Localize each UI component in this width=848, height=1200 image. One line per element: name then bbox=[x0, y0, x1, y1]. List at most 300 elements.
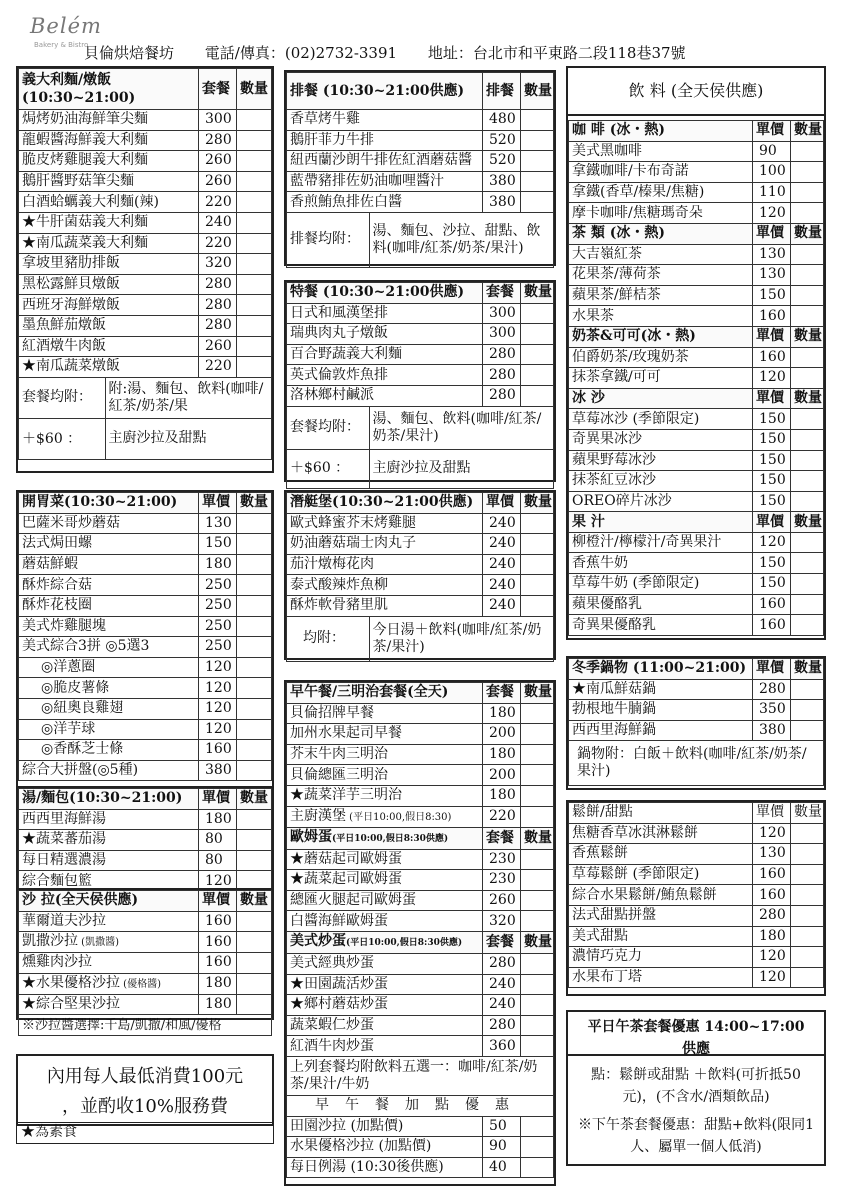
menu-row bbox=[19, 336, 272, 357]
menu-row bbox=[19, 554, 272, 575]
item-name: 水果布丁塔 bbox=[569, 967, 753, 988]
item-name: ★南瓜蔬菜燉飯 bbox=[19, 357, 199, 378]
item-price: 80 bbox=[199, 850, 237, 871]
item-name: 美式炸雞腿塊 bbox=[19, 616, 199, 637]
item-name: 蘋果優酪乳 bbox=[569, 594, 753, 615]
menu-row bbox=[19, 357, 272, 378]
subsection-title: 茶 類 (冰・熱) bbox=[569, 223, 753, 244]
menu-row bbox=[569, 553, 824, 574]
qty-cell[interactable] bbox=[521, 192, 554, 213]
qty-cell[interactable] bbox=[521, 806, 554, 827]
qty-cell[interactable] bbox=[521, 513, 554, 534]
col-qty: 數量 bbox=[521, 283, 554, 304]
plus-label: ＋$60 ： bbox=[19, 418, 105, 459]
qty-cell[interactable] bbox=[791, 203, 824, 224]
qty-cell[interactable] bbox=[521, 849, 554, 870]
qty-cell[interactable] bbox=[791, 823, 824, 844]
qty-cell[interactable] bbox=[521, 534, 554, 555]
item-price: 280 bbox=[199, 295, 237, 316]
item-name: 紐西蘭沙朗牛排佐紅酒蘑菇醬 bbox=[287, 151, 483, 172]
item-price: 90 bbox=[753, 141, 791, 162]
menu-row bbox=[287, 1157, 554, 1178]
menu-row bbox=[287, 1015, 554, 1036]
menu-row bbox=[287, 849, 554, 870]
qty-cell[interactable] bbox=[791, 720, 824, 741]
menu-row bbox=[287, 534, 554, 555]
menu-row bbox=[19, 575, 272, 596]
item-price: 240 bbox=[199, 212, 237, 233]
qty-cell[interactable] bbox=[521, 365, 554, 386]
qty-cell[interactable] bbox=[791, 285, 824, 306]
qty-cell[interactable] bbox=[237, 357, 272, 378]
qty-cell[interactable] bbox=[237, 534, 272, 555]
qty-cell[interactable] bbox=[237, 554, 272, 575]
item-price: 380 bbox=[483, 171, 521, 192]
qty-cell[interactable] bbox=[521, 110, 554, 131]
menu-row bbox=[287, 870, 554, 891]
col-price: 排餐 bbox=[483, 73, 521, 110]
set-desc: 湯、麵包、飲料(咖啡/紅茶/奶茶/果汁) bbox=[372, 410, 542, 444]
item-price: 240 bbox=[483, 575, 521, 596]
qty-cell[interactable] bbox=[237, 513, 272, 534]
item-price: 150 bbox=[753, 491, 791, 512]
item-price: 160 bbox=[199, 911, 237, 932]
qty-cell[interactable] bbox=[521, 890, 554, 911]
qty-cell[interactable] bbox=[237, 315, 272, 336]
menu-row bbox=[569, 285, 824, 306]
qty-cell[interactable] bbox=[237, 740, 272, 761]
qty-cell[interactable] bbox=[237, 130, 272, 151]
drink-note: 上列套餐均附飲料五選一：咖啡/紅茶/奶茶/果汁/牛奶 bbox=[287, 1056, 554, 1095]
item-name: ★田園蔬活炒蛋 bbox=[287, 974, 483, 995]
item-price: 160 bbox=[753, 347, 791, 368]
set-label: 均附： bbox=[287, 617, 369, 661]
qty-cell[interactable] bbox=[237, 719, 272, 740]
qty-cell[interactable] bbox=[791, 141, 824, 162]
menu-row bbox=[19, 513, 272, 534]
set-label: 套餐均附： bbox=[19, 378, 105, 419]
col-qty: 數量 bbox=[791, 326, 824, 347]
item-name: ★水果優格沙拉 (優格醬) bbox=[19, 973, 199, 994]
item-price: 160 bbox=[753, 885, 791, 906]
qty-cell[interactable] bbox=[237, 171, 272, 192]
subsection-header bbox=[569, 223, 824, 244]
qty-cell[interactable] bbox=[521, 870, 554, 891]
col-qty: 數量 bbox=[791, 121, 824, 142]
col-qty: 數量 bbox=[791, 659, 824, 680]
item-name: ◎香酥芝士條 bbox=[19, 740, 199, 761]
item-price: 240 bbox=[483, 534, 521, 555]
qty-cell[interactable] bbox=[791, 450, 824, 471]
menu-row bbox=[19, 953, 272, 974]
menu-row bbox=[19, 657, 272, 678]
drinks-title: 飲 料 (全天侯供應) bbox=[568, 68, 824, 116]
qty-cell[interactable] bbox=[791, 471, 824, 492]
qty-cell[interactable] bbox=[791, 162, 824, 183]
qty-cell[interactable] bbox=[237, 233, 272, 254]
menu-row bbox=[287, 785, 554, 806]
logo: Belém bbox=[30, 14, 102, 38]
qty-cell[interactable] bbox=[791, 615, 824, 636]
qty-cell[interactable] bbox=[237, 575, 272, 596]
item-name: 酥炸綜合菇 bbox=[19, 575, 199, 596]
qty-cell[interactable] bbox=[521, 785, 554, 806]
item-name: 摩卡咖啡/焦糖瑪奇朵 bbox=[569, 203, 753, 224]
menu-row bbox=[569, 471, 824, 492]
restaurant-name: 貝倫烘焙餐坊 bbox=[84, 44, 175, 62]
menu-row bbox=[287, 1137, 554, 1158]
menu-row bbox=[569, 947, 824, 968]
item-name: 奶油蘑菇瑞士肉丸子 bbox=[287, 534, 483, 555]
scramble-title: 美式炒蛋(平日10:00,假日8:30供應) bbox=[287, 931, 483, 953]
qty-cell[interactable] bbox=[237, 678, 272, 699]
menu-row bbox=[569, 491, 824, 512]
item-name: 英式倫敦炸魚排 bbox=[287, 365, 483, 386]
qty-cell[interactable] bbox=[791, 368, 824, 389]
qty-cell[interactable] bbox=[237, 151, 272, 172]
menu-row bbox=[287, 703, 554, 724]
menu-row bbox=[19, 760, 272, 781]
item-name: 總匯火腿起司歐姆蛋 bbox=[287, 890, 483, 911]
set-label: 排餐均附： bbox=[287, 213, 369, 267]
item-name: 抹茶紅豆冰沙 bbox=[569, 471, 753, 492]
item-price: 320 bbox=[483, 911, 521, 932]
menu-row bbox=[569, 244, 824, 265]
qty-cell[interactable] bbox=[791, 244, 824, 265]
qty-cell[interactable] bbox=[237, 760, 272, 781]
qty-cell[interactable] bbox=[237, 830, 272, 851]
subsection-title: 冰 沙 bbox=[569, 388, 753, 409]
col-price: 套餐 bbox=[483, 931, 521, 953]
menu-row bbox=[19, 698, 272, 719]
item-price: 230 bbox=[483, 849, 521, 870]
qty-cell[interactable] bbox=[237, 994, 272, 1015]
salad-title: 沙 拉(全天侯供應) bbox=[19, 891, 199, 912]
qty-cell[interactable] bbox=[521, 171, 554, 192]
qty-cell[interactable] bbox=[521, 554, 554, 575]
menu-row bbox=[569, 203, 824, 224]
col-price: 單價 bbox=[753, 223, 791, 244]
item-name: 白醬海鮮歐姆蛋 bbox=[287, 911, 483, 932]
item-price: 350 bbox=[753, 700, 791, 721]
qty-cell[interactable] bbox=[791, 905, 824, 926]
item-price: 130 bbox=[753, 244, 791, 265]
qty-cell[interactable] bbox=[521, 911, 554, 932]
item-price: 150 bbox=[753, 285, 791, 306]
qty-cell[interactable] bbox=[791, 182, 824, 203]
qty-cell[interactable] bbox=[237, 953, 272, 974]
qty-cell[interactable] bbox=[521, 953, 554, 974]
item-name: 紅酒牛肉炒蛋 bbox=[287, 1036, 483, 1057]
item-price: 160 bbox=[753, 615, 791, 636]
item-name: 日式和風漢堡排 bbox=[287, 303, 483, 324]
item-price: 280 bbox=[483, 344, 521, 365]
qty-cell[interactable] bbox=[521, 151, 554, 172]
qty-cell[interactable] bbox=[791, 967, 824, 988]
item-price: 250 bbox=[199, 616, 237, 637]
item-name: 藍帶豬排佐奶油咖哩醬汁 bbox=[287, 171, 483, 192]
qty-cell[interactable] bbox=[237, 295, 272, 316]
qty-cell[interactable] bbox=[791, 409, 824, 430]
item-price: 200 bbox=[483, 724, 521, 745]
menu-row bbox=[569, 594, 824, 615]
menu-row bbox=[569, 347, 824, 368]
item-price: 160 bbox=[753, 594, 791, 615]
qty-cell[interactable] bbox=[791, 306, 824, 327]
menu-row bbox=[569, 679, 824, 700]
qty-cell[interactable] bbox=[521, 595, 554, 616]
menu-row bbox=[19, 212, 272, 233]
item-name: 茄汁燉梅花肉 bbox=[287, 554, 483, 575]
qty-cell[interactable] bbox=[791, 491, 824, 512]
qty-cell[interactable] bbox=[237, 192, 272, 213]
item-price: 230 bbox=[483, 870, 521, 891]
menu-row bbox=[19, 678, 272, 699]
menu-row bbox=[19, 830, 272, 851]
item-price: 120 bbox=[199, 871, 237, 892]
item-price: 300 bbox=[483, 303, 521, 324]
item-name: 每日精選濃湯 bbox=[19, 850, 199, 871]
item-price: 160 bbox=[199, 932, 237, 953]
qty-cell[interactable] bbox=[521, 744, 554, 765]
menu-row bbox=[569, 182, 824, 203]
qty-cell[interactable] bbox=[521, 344, 554, 365]
menu-row bbox=[287, 344, 554, 365]
address: 地址：台北市和平東路二段118巷37號 bbox=[427, 44, 686, 62]
menu-row bbox=[569, 720, 824, 741]
col-qty: 數量 bbox=[237, 493, 272, 514]
qty-cell[interactable] bbox=[791, 885, 824, 906]
item-price: 120 bbox=[753, 532, 791, 553]
item-name: 抹茶拿鐵/可可 bbox=[569, 368, 753, 389]
qty-cell[interactable] bbox=[237, 274, 272, 295]
qty-cell[interactable] bbox=[521, 995, 554, 1016]
col-price: 單價 bbox=[753, 121, 791, 142]
col-price: 套餐 bbox=[199, 69, 237, 110]
pasta-section bbox=[16, 66, 274, 473]
item-name: 凱撒沙拉 (凱撒醬) bbox=[19, 932, 199, 953]
qty-cell[interactable] bbox=[791, 347, 824, 368]
qty-cell[interactable] bbox=[791, 429, 824, 450]
item-price: 260 bbox=[483, 890, 521, 911]
qty-cell[interactable] bbox=[521, 724, 554, 745]
item-name: ★南瓜鮮菇鍋 bbox=[569, 679, 753, 700]
item-name: 田園沙拉 (加點價) bbox=[287, 1116, 483, 1137]
qty-cell[interactable] bbox=[521, 1157, 554, 1178]
qty-cell[interactable] bbox=[237, 110, 272, 131]
afternoon-box bbox=[566, 1010, 826, 1166]
qty-cell[interactable] bbox=[521, 130, 554, 151]
menu-row bbox=[287, 303, 554, 324]
item-price: 300 bbox=[199, 110, 237, 131]
item-price: 180 bbox=[753, 926, 791, 947]
menu-row bbox=[569, 141, 824, 162]
menu-row bbox=[569, 162, 824, 183]
qty-cell[interactable] bbox=[791, 265, 824, 286]
item-name: 白酒蛤蠣義大利麵(辣) bbox=[19, 192, 199, 213]
menu-row bbox=[569, 429, 824, 450]
qty-cell[interactable] bbox=[237, 911, 272, 932]
item-name: ◎洋蔥圈 bbox=[19, 657, 199, 678]
qty-cell[interactable] bbox=[791, 532, 824, 553]
item-name: 巴薩米哥炒蘑菇 bbox=[19, 513, 199, 534]
qty-cell[interactable] bbox=[237, 657, 272, 678]
menu-row bbox=[287, 554, 554, 575]
item-name: 美式黑咖啡 bbox=[569, 141, 753, 162]
qty-cell[interactable] bbox=[521, 385, 554, 406]
qty-cell[interactable] bbox=[791, 553, 824, 574]
item-price: 280 bbox=[483, 385, 521, 406]
item-name: 西西里海鮮鍋 bbox=[569, 720, 753, 741]
menu-row bbox=[19, 534, 272, 555]
qty-cell[interactable] bbox=[237, 932, 272, 953]
item-name: 法式甜點拼盤 bbox=[569, 905, 753, 926]
menu-row bbox=[569, 368, 824, 389]
qty-cell[interactable] bbox=[791, 679, 824, 700]
item-price: 180 bbox=[483, 703, 521, 724]
item-price: 40 bbox=[483, 1157, 521, 1178]
qty-cell[interactable] bbox=[237, 698, 272, 719]
qty-cell[interactable] bbox=[521, 1015, 554, 1036]
menu-row bbox=[19, 911, 272, 932]
qty-cell[interactable] bbox=[521, 575, 554, 596]
qty-cell[interactable] bbox=[791, 864, 824, 885]
item-name: 柳橙汁/檸檬汁/奇異果汁 bbox=[569, 532, 753, 553]
item-name: ◎脆皮薯條 bbox=[19, 678, 199, 699]
col-price: 單價 bbox=[199, 493, 237, 514]
qty-cell[interactable] bbox=[237, 212, 272, 233]
item-price: 120 bbox=[753, 823, 791, 844]
page-header bbox=[0, 0, 848, 62]
item-name: 蘋果茶/鮮桔茶 bbox=[569, 285, 753, 306]
item-name: 芥末牛肉三明治 bbox=[287, 744, 483, 765]
menu-row bbox=[19, 595, 272, 616]
omelet-title: 歐姆蛋(平日10:00,假日8:30供應) bbox=[287, 827, 483, 849]
item-name: 瑞典肉丸子燉飯 bbox=[287, 324, 483, 345]
menu-row bbox=[19, 110, 272, 131]
item-name: 華爾道夫沙拉 bbox=[19, 911, 199, 932]
item-name: ★鄉村蘑菇炒蛋 bbox=[287, 995, 483, 1016]
qty-cell[interactable] bbox=[791, 700, 824, 721]
item-price: 200 bbox=[483, 765, 521, 786]
qty-cell[interactable] bbox=[791, 926, 824, 947]
menu-row bbox=[287, 192, 554, 213]
qty-cell[interactable] bbox=[521, 974, 554, 995]
menu-row bbox=[19, 994, 272, 1015]
item-price: 250 bbox=[199, 595, 237, 616]
qty-cell[interactable] bbox=[521, 1137, 554, 1158]
col-price: 單價 bbox=[753, 803, 791, 824]
item-name: 水果優格沙拉 (加點價) bbox=[287, 1137, 483, 1158]
menu-row bbox=[569, 844, 824, 865]
menu-row bbox=[19, 850, 272, 871]
menu-row bbox=[287, 953, 554, 974]
item-name: 龍蝦醬海鮮義大利麵 bbox=[19, 130, 199, 151]
item-name: 香蕉鬆餅 bbox=[569, 844, 753, 865]
item-name: 黑松露鮮貝燉飯 bbox=[19, 274, 199, 295]
menu-row bbox=[19, 637, 272, 658]
qty-cell[interactable] bbox=[521, 324, 554, 345]
item-name: 主廚漢堡 (平日10:00,假日8:30) bbox=[287, 806, 483, 827]
qty-cell[interactable] bbox=[237, 595, 272, 616]
soup-section bbox=[16, 786, 274, 890]
col-qty: 數量 bbox=[521, 683, 554, 704]
item-price: 150 bbox=[753, 471, 791, 492]
qty-cell[interactable] bbox=[791, 947, 824, 968]
min-charge-box bbox=[16, 1054, 274, 1126]
qty-cell[interactable] bbox=[791, 574, 824, 595]
qty-cell[interactable] bbox=[237, 336, 272, 357]
qty-cell[interactable] bbox=[237, 850, 272, 871]
menu-row bbox=[569, 926, 824, 947]
item-price: 180 bbox=[199, 554, 237, 575]
subsection-header bbox=[569, 512, 824, 533]
qty-cell[interactable] bbox=[237, 809, 272, 830]
qty-cell[interactable] bbox=[237, 973, 272, 994]
item-price: 240 bbox=[483, 595, 521, 616]
item-price: 160 bbox=[753, 306, 791, 327]
qty-cell[interactable] bbox=[521, 765, 554, 786]
item-price: 100 bbox=[753, 162, 791, 183]
burger-title: 潛艇堡(10:30~21:00供應) bbox=[287, 493, 483, 514]
menu-row bbox=[19, 192, 272, 213]
menu-row bbox=[287, 995, 554, 1016]
qty-cell[interactable] bbox=[237, 254, 272, 275]
item-price: 240 bbox=[483, 995, 521, 1016]
qty-cell[interactable] bbox=[521, 1116, 554, 1137]
item-price: 250 bbox=[199, 637, 237, 658]
menu-row bbox=[19, 315, 272, 336]
item-price: 180 bbox=[483, 785, 521, 806]
item-price: 130 bbox=[753, 844, 791, 865]
menu-row bbox=[287, 575, 554, 596]
menu-row bbox=[287, 1116, 554, 1137]
sauce-note: ※沙拉醬選擇:千島/凱撒/和風/優格 bbox=[19, 1015, 272, 1036]
item-name: 拿坡里豬肋排飯 bbox=[19, 254, 199, 275]
hotpot-note: 鍋物附：白飯＋飲料(咖啡/紅茶/奶茶/果汁) bbox=[569, 741, 824, 786]
item-price: 120 bbox=[199, 657, 237, 678]
qty-cell[interactable] bbox=[521, 1036, 554, 1057]
afternoon-title: 平日午茶套餐優惠 14:00~17:00 供應 bbox=[568, 1012, 824, 1056]
col-qty: 數量 bbox=[791, 512, 824, 533]
item-name: 西班牙海鮮燉飯 bbox=[19, 295, 199, 316]
set-desc: 湯、麵包、沙拉、甜點、飲料(咖啡/紅茶/奶茶/果汁) bbox=[372, 222, 541, 256]
qty-cell[interactable] bbox=[237, 637, 272, 658]
menu-row bbox=[287, 365, 554, 386]
menu-row bbox=[287, 974, 554, 995]
min-charge-line2: ，並酌收10%服務費 bbox=[61, 1096, 228, 1117]
item-name: 脆皮烤雞腿義大利麵 bbox=[19, 151, 199, 172]
item-name: 香草烤牛雞 bbox=[287, 110, 483, 131]
qty-cell[interactable] bbox=[791, 594, 824, 615]
item-price: 180 bbox=[199, 994, 237, 1015]
col-price: 套餐 bbox=[483, 283, 521, 304]
item-price: 260 bbox=[199, 171, 237, 192]
item-price: 150 bbox=[753, 429, 791, 450]
qty-cell[interactable] bbox=[521, 303, 554, 324]
item-name: 洛林鄉村鹹派 bbox=[287, 385, 483, 406]
item-name: 美式綜合3拼 ◎5選3 bbox=[19, 637, 199, 658]
item-name: OREO碎片冰沙 bbox=[569, 491, 753, 512]
qty-cell[interactable] bbox=[791, 844, 824, 865]
subsection-header bbox=[569, 326, 824, 347]
qty-cell[interactable] bbox=[521, 703, 554, 724]
steak-title: 排餐 (10:30~21:00供應) bbox=[287, 73, 483, 110]
col-qty: 數量 bbox=[237, 789, 272, 810]
qty-cell[interactable] bbox=[237, 616, 272, 637]
item-name: ★蔬菜蕃茄湯 bbox=[19, 830, 199, 851]
hotpot-title: 冬季鍋物 (11:00~21:00) bbox=[569, 659, 753, 680]
